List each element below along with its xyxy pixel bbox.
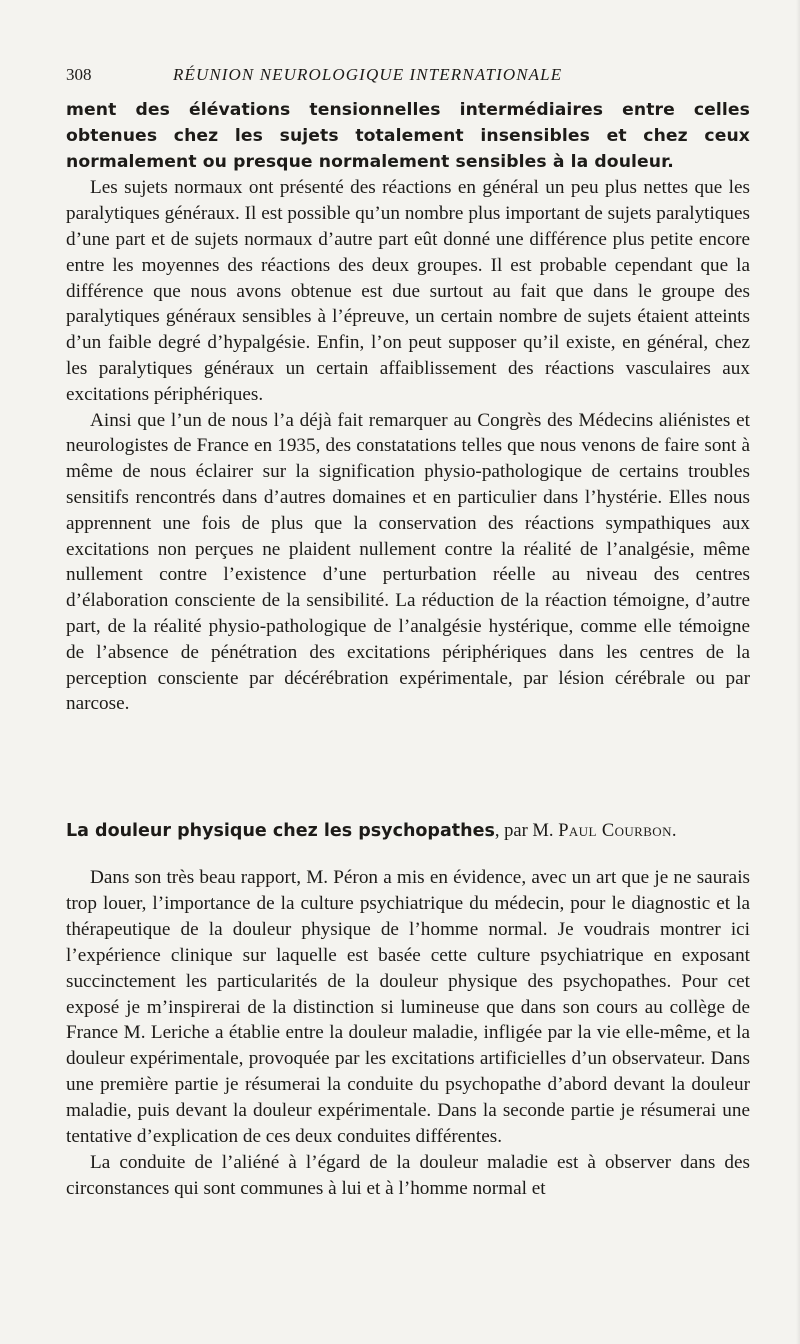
section-paragraph: La conduite de l’aliéné à l’égard de la douleur maladie est à observer dans des circonstances qui sont communes à lui et à l’homme normal et — [66, 1151, 750, 1199]
section-body — [66, 865, 750, 1202]
section-title: La douleur physique chez les psychopathes — [66, 821, 495, 841]
section-byline-prefix: , par M. — [494, 821, 554, 841]
continued-paragraph: ment des élévations tensionnelles intermédiaires entre celles obtenues chez les sujets totalement insensibles et chez ceux normalement ou presque normalement sensibles à la douleur. — [66, 100, 750, 172]
section-author: Paul Courbon. — [558, 821, 677, 841]
running-title: RÉUNION NEUROLOGIQUE INTERNATIONALE — [173, 65, 563, 84]
section-paragraph: Dans son très beau rapport, M. Péron a mis en évidence, avec un art que je ne saurais trop louer, l’importance de la culture psychiatrique du médecin, pour le diagnostic et la thérapeutique de la douleur physique de l’homme normal. Je voudrais montrer ici l’expérience clinique sur laquelle est basée cette culture psychiatrique en exposant succinctement les particularités de la douleur physique des psychopathes. Pour cet exposé je m’inspirerai de la distinction si lumineuse que dans son cours au collège de France M. Leriche a établie entre la douleur maladie, infligée par la vie elle-même, et la douleur expérimentale, provoquée par les excitations artificielles d’un observateur. Dans une première partie je résumerai la conduite du psychopathe d’abord devant la douleur maladie, puis devant la douleur expérimentale. Dans la seconde partie je résumerai une tentative d’explication de ces deux conduites différentes. — [66, 867, 750, 1148]
running-header — [66, 62, 750, 88]
scan-edge-shadow — [796, 0, 800, 1344]
article-continuation — [66, 98, 750, 717]
body-paragraph: Les sujets normaux ont présenté des réactions en général un peu plus nettes que les paralytiques généraux. Il est possible qu’un nombre plus important de sujets paralytiques d’une part et de sujets normaux d’autre part eût donné une différence plus petite encore entre les moyennes des réactions des deux groupes. Il est probable cependant que la différence que nous avons obtenue est due surtout au fait que dans le groupe des paralytiques généraux sensibles à l’épreuve, un certain nombre de sujets étaient atteints d’un faible degré d’hypalgésie. Enfin, l’on peut supposer qu’il existe, en général, chez les paralytiques généraux un certain affaiblissement des réactions vasculaires aux excitations périphériques. — [66, 177, 750, 405]
section-heading — [66, 818, 750, 844]
page-number: 308 — [66, 65, 92, 84]
body-paragraph: Ainsi que l’un de nous l’a déjà fait remarquer au Congrès des Médecins aliénistes et neurologistes de France en 1935, des constatations telles que nous venons de faire sont à même de nous éclairer sur la signification physio-pathologique de certains troubles sensitifs rencontrés dans d’autres domaines et en particulier dans l’hystérie. Elles nous apprennent une fois de plus que la conservation des réactions sympathiques aux excitations non perçues ne plaident nullement contre la réalité de l’analgésie, même nullement contre l’existence d’une perturbation réelle au niveau des centres d’élaboration consciente de la sensibilité. La réduction de la réaction témoigne, d’autre part, de la réalité physio-pathologique de l’analgésie hystérique, comme elle témoigne de l’absence de pénétration des excitations périphériques dans les centres de la perception consciente par décérébration expérimentale, par lésion cérébrale ou par narcose. — [66, 409, 750, 715]
